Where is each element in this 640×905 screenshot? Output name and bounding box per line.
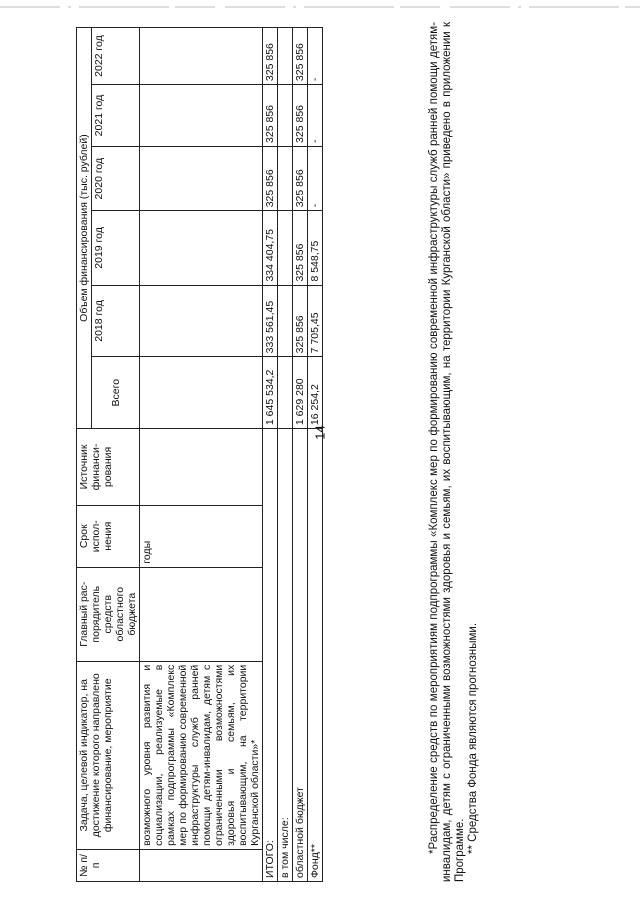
header-term: Срок испол-нения bbox=[77, 505, 140, 567]
header-year-2021: 2021 год bbox=[92, 85, 140, 147]
summary-row-total bbox=[263, 28, 278, 882]
page-number: 14 bbox=[312, 425, 328, 440]
including-2022 bbox=[278, 28, 293, 85]
financing-table bbox=[76, 27, 323, 882]
summary-label: ИТОГО: bbox=[263, 429, 278, 882]
including-total bbox=[278, 357, 293, 429]
summary-row-regional-budget bbox=[293, 28, 308, 882]
task-2020-cell bbox=[140, 146, 263, 210]
task-row bbox=[140, 28, 263, 882]
including-2019 bbox=[278, 211, 293, 285]
fund-total: 16 254,2 bbox=[308, 357, 323, 429]
regional-budget-label: областной бюджет bbox=[293, 429, 308, 882]
summary-2019: 334 404,75 bbox=[263, 211, 278, 285]
summary-2020: 325 856 bbox=[263, 146, 278, 210]
task-manager-cell bbox=[140, 567, 263, 661]
header-manager: Главный рас-порядитель средств областного бюджета bbox=[77, 567, 140, 661]
footnotes bbox=[428, 22, 480, 882]
task-2019-cell bbox=[140, 211, 263, 285]
header-year-2020: 2020 год bbox=[92, 146, 140, 210]
regional-budget-2018: 325 856 bbox=[293, 285, 308, 357]
summary-2022: 325 856 bbox=[263, 28, 278, 85]
task-2022-cell bbox=[140, 28, 263, 85]
regional-budget-total: 1 629 280 bbox=[293, 357, 308, 429]
fund-2020: - bbox=[308, 146, 323, 210]
fund-2022: - bbox=[308, 28, 323, 85]
fund-2021: - bbox=[308, 85, 323, 147]
summary-total: 1 645 534,2 bbox=[263, 357, 278, 429]
including-2020 bbox=[278, 146, 293, 210]
header-year-2018: 2018 год bbox=[92, 285, 140, 357]
fund-2018: 7 705,45 bbox=[308, 285, 323, 357]
rotated-page-content bbox=[76, 12, 566, 882]
including-2021 bbox=[278, 85, 293, 147]
task-description: возможного уровня развития и социализации, реализуемые в рамках подпрограммы «Комплекс мер по формированию современной инфраструктуры служб ранней помощи детям-инвалидам, детям с ограниченными возможностями здоровья и семьям, их воспитывающим, на территории Курганской области»* bbox=[140, 661, 263, 849]
regional-budget-2020: 325 856 bbox=[293, 146, 308, 210]
header-volume: Объем финансирования (тыс. рублей) bbox=[77, 28, 92, 429]
including-2018 bbox=[278, 285, 293, 357]
summary-2021: 325 856 bbox=[263, 85, 278, 147]
scan-top-edge bbox=[0, 0, 640, 12]
summary-row-including bbox=[278, 28, 293, 882]
fund-label: Фонд** bbox=[308, 429, 323, 882]
task-total-cell bbox=[140, 357, 263, 429]
header-source: Источник финанси-рования bbox=[77, 429, 140, 506]
task-2021-cell bbox=[140, 85, 263, 147]
footnote-distribution: *Распределение средств по мероприятиям подпрограммы «Комплекс мер по формированию современной инфраструктуры служб ранней помощи детям-инвалидам, детям с ограниченными возможностями здоровья и семьям, их воспитывающим, на территории Курганской области» приведено в приложении к Программе. bbox=[428, 22, 466, 882]
including-label: в том числе: bbox=[278, 429, 293, 882]
footnote-fund: ** Средства Фонда являются прогнозными. bbox=[467, 622, 479, 854]
fund-2019: 8 548,75 bbox=[308, 211, 323, 285]
summary-2018: 333 561,45 bbox=[263, 285, 278, 357]
header-task: Задача, целевой индикатор, на достижение которого направлено финансирование, мероприятие bbox=[77, 661, 140, 849]
task-source-cell bbox=[140, 429, 263, 506]
task-2018-cell bbox=[140, 285, 263, 357]
regional-budget-2021: 325 856 bbox=[293, 85, 308, 147]
header-num: № п/п bbox=[77, 849, 140, 881]
header-year-2022: 2022 год bbox=[92, 28, 140, 85]
header-row-1 bbox=[77, 28, 92, 882]
task-term: годы bbox=[140, 505, 263, 567]
header-year-2019: 2019 год bbox=[92, 211, 140, 285]
summary-row-fund bbox=[308, 28, 323, 882]
task-num-cell bbox=[140, 849, 263, 881]
regional-budget-2019: 325 856 bbox=[293, 211, 308, 285]
header-total: Всего bbox=[92, 357, 140, 429]
regional-budget-2022: 325 856 bbox=[293, 28, 308, 85]
